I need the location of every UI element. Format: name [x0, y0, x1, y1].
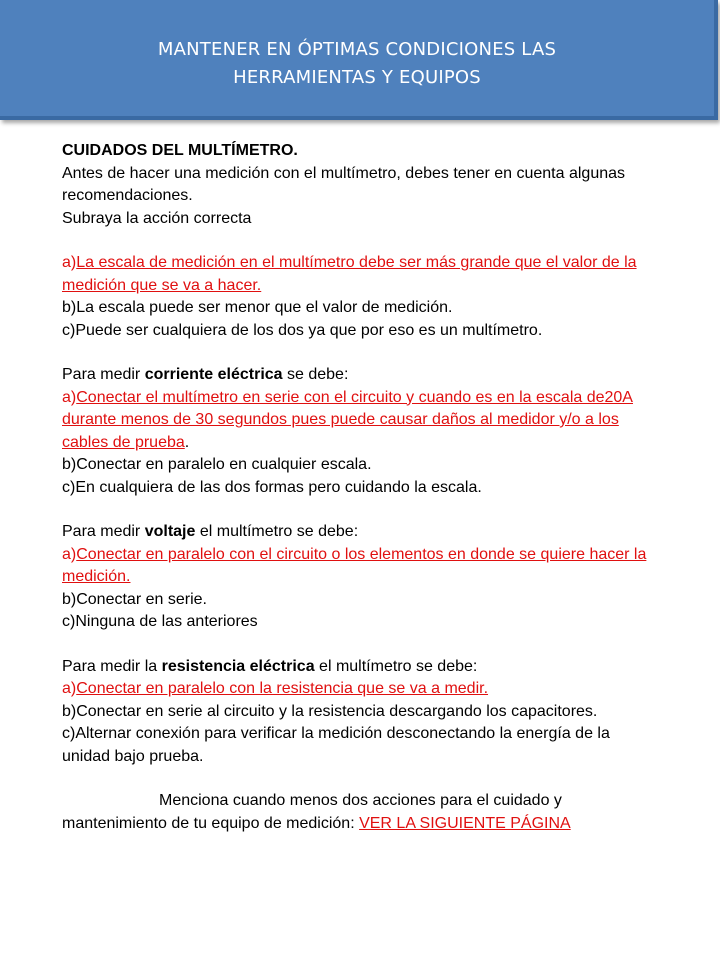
banner-title	[0, 36, 714, 92]
q2-question: Para medir corriente eléctrica se debe:	[62, 366, 349, 383]
banner-title-line-1: MANTENER EN ÓPTIMAS CONDICIONES LAS	[157, 39, 557, 60]
q3-option-b: b)Conectar en serie.	[62, 590, 207, 608]
q4-option-b: b)Conectar en serie al circuito y la resistencia descargando los capacitores.	[62, 702, 598, 720]
q2-option-a: a)Conectar el multímetro en serie con el circuito y cuando es en la escala de20A durante menos de 30 segundos pues puede causar daños al medidor y/o a los cables de prueba.	[62, 388, 633, 451]
q4-question: Para medir la resistencia eléctrica el multímetro se debe:	[62, 657, 478, 675]
q3-option-c: c)Ninguna de las anteriores	[62, 613, 258, 630]
banner-title-line-2: HERRAMIENTAS Y EQUIPOS	[233, 67, 481, 88]
q2-option-c: c)En cualquiera de las dos formas pero cuidando la escala.	[62, 478, 482, 496]
q3-question: Para medir voltaje el multímetro se debe:	[62, 523, 359, 540]
closing-paragraph: Menciona cuando menos dos acciones para el cuidado y mantenimiento de tu equipo de medición: VER LA SIGUIENTE PÁGINA	[62, 792, 571, 832]
q1-option-b: b)La escala puede ser menor que el valor de medición.	[62, 299, 453, 316]
instruction-text: Subraya la acción correcta	[62, 209, 252, 227]
document-body	[62, 140, 652, 835]
next-page-link[interactable]: VER LA SIGUIENTE PÁGINA	[359, 814, 571, 832]
title-banner	[0, 0, 718, 120]
q4-option-a: a)Conectar en paralelo con la resistencia que se va a medir.	[62, 680, 489, 697]
q3-option-a: a)Conectar en paralelo con el circuito o los elementos en donde se quiere hacer la medición.	[62, 545, 647, 585]
q4-option-c: c)Alternar conexión para verificar la medición desconectando la energía de la unidad bajo prueba.	[62, 725, 610, 765]
q1-option-c: c)Puede ser cualquiera de los dos ya que por eso es un multímetro.	[62, 321, 543, 339]
intro-text: Antes de hacer una medición con el multímetro, debes tener en cuenta algunas recomendaciones.	[62, 164, 626, 204]
section-heading: CUIDADOS DEL MULTÍMETRO.	[62, 142, 298, 159]
q2-option-b: b)Conectar en paralelo en cualquier escala.	[62, 456, 372, 473]
q1-option-a: a)La escala de medición en el multímetro debe ser más grande que el valor de la medición que se va a hacer.	[62, 254, 637, 294]
